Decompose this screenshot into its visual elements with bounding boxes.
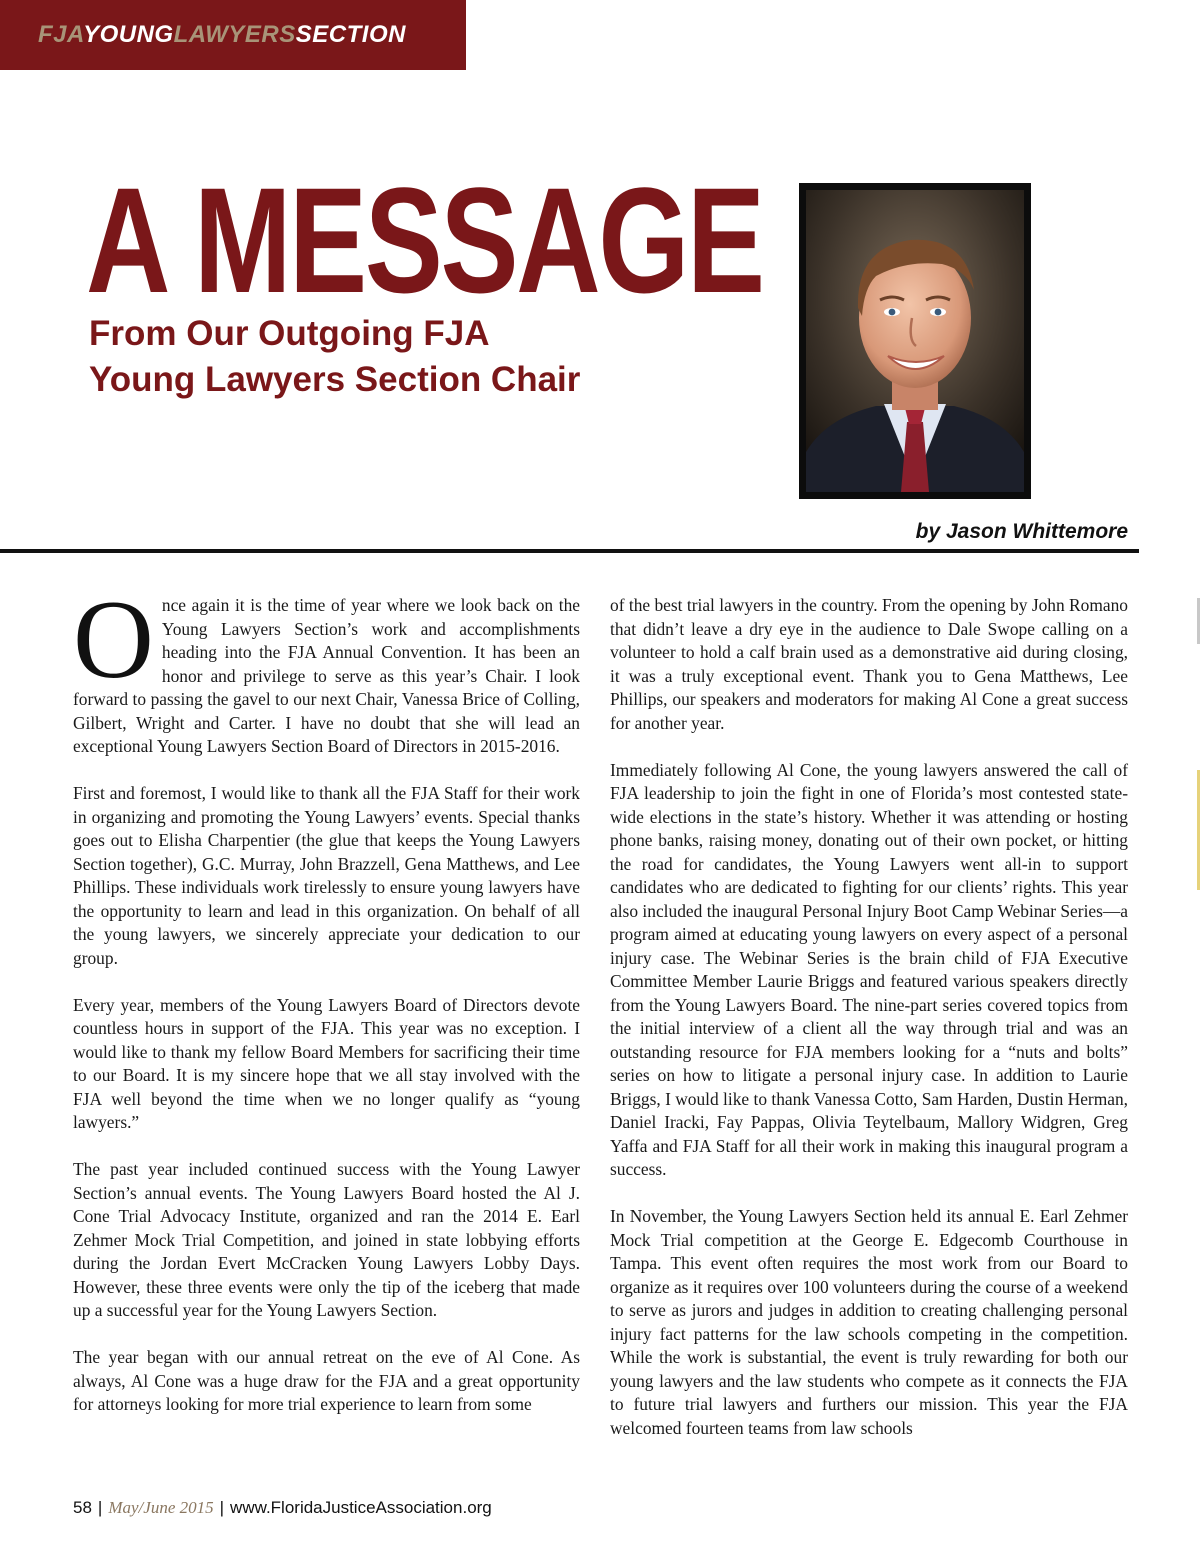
footer-separator: | xyxy=(97,1498,103,1517)
issue-date: May/June 2015 xyxy=(108,1498,214,1517)
article-paragraph: First and foremost, I would like to thank all the FJA Staff for their work in organizing and promoting the Young Lawyers’ events. Special thanks goes out to Elisha Charpentier (the glue that keeps the Young Lawyers Section together), G.C. Murray, John Brazzell, Gena Matthews, and Lee Phillips. These individuals work tirelessly to ensure young lawyers have the opportunity to learn and lead in this organization. On behalf of all the young lawyers, we sincerely appreciate your dedication to our group. xyxy=(73,783,580,968)
article-paragraph: In November, the Young Lawyers Section held its annual E. Earl Zehmer Mock Trial competition at the George E. Edgecomb Courthouse in Tampa. This event often requires the most work from our Board to organize as it requires over 100 volunteers during the course of a weekend to serve as jurors and judges in addition to creating challenging personal injury fact patterns for the law schools competing in the competition. While the work is substantial, the event is truly rewarding for both our young lawyers and the law students who compete as it connects the FJA to future trial lawyers and furthers our mission. This year the FJA welcomed fourteen teams from law schools xyxy=(610,1206,1128,1438)
website-link[interactable]: www.FloridaJusticeAssociation.org xyxy=(230,1498,492,1517)
article-paragraph xyxy=(73,578,580,759)
article-paragraph: The year began with our annual retreat on the eve of Al Cone. As always, Al Cone was a huge draw for the FJA and a great opportunity for attorneys looking for more trial experience to learn from some xyxy=(73,1347,580,1414)
article-right-column xyxy=(610,594,1128,1464)
banner-word-young: YOUNG xyxy=(83,21,174,48)
page-footer xyxy=(73,1497,492,1519)
byline: by Jason Whittemore xyxy=(915,520,1128,543)
banner-word-section: SECTION xyxy=(295,21,406,48)
subhead-line-1: From Our Outgoing FJA xyxy=(89,314,490,353)
footer-separator: | xyxy=(219,1498,225,1517)
headline: A MESSAGE xyxy=(86,156,763,324)
article-paragraph: Immediately following Al Cone, the young lawyers answered the call of FJA leadership to join the fight in one of Florida’s most contested state-wide elections in the state’s history. Whether it was attending or hosting phone banks, raising money, donating out of their own pocket, or hitting the road for candidates, the Young Lawyers went all-in to support candidates who are dedicated to fighting for our clients’ rights. This year also included the inaugural Personal Injury Boot Camp Webinar Series—a program aimed at educating young lawyers on every aspect of a personal injury case. The Webinar Series is the brain child of FJA Executive Committee Member Laurie Briggs and featured various speakers directly from the Young Lawyers Board. The nine-part series covered topics from the initial interview of a client all the way through trial and was an outstanding resource for FJA members looking for a “nuts and bolts” series on how to litigate a personal injury case. In addition to Laurie Briggs, I would like to thank Vanessa Cotto, Sam Harden, Dustin Herman, Daniel Iracki, Fay Pappas, Olivia Teytelbaum, Mallory Widgren, Greg Yaffa and FJA Staff for all their work in making this inaugural program a success. xyxy=(610,759,1128,1179)
section-banner xyxy=(0,0,466,70)
banner-word-lawyers: LAWYERS xyxy=(173,21,296,48)
header-divider xyxy=(0,549,1139,553)
drop-cap: O xyxy=(73,578,154,702)
banner-word-fja: FJA xyxy=(38,21,84,48)
author-portrait-icon xyxy=(806,190,1024,492)
article-left-column xyxy=(73,578,580,1440)
article-paragraph: The past year included continued success with the Young Lawyer Section’s annual events. The Young Lawyers Board hosted the Al J. Cone Trial Advocacy Institute, organized and ran the 2014 E. Earl Zehmer Mock Trial Competition, and joined in state lobbying efforts during the Jordan Evert McCracken Young Lawyers Lobby Days. However, these three events were only the tip of the iceberg that made up a successful year for the Young Lawyers Section. xyxy=(73,1159,580,1320)
paragraph-text: nce again it is the time of year where we look back on the Young Lawyers Section’s work and accomplishments heading into the FJA Annual Convention. It has been an honor and privilege to serve as this year’s Chair. I look forward to passing the gavel to our next Chair, Vanessa Brice of Colling, Gilbert, Wright and Carter. I have no doubt that she will lead an exceptional Young Lawyers Section Board of Directors in 2015-2016. xyxy=(73,595,580,756)
page-number: 58 xyxy=(73,1498,92,1517)
article-paragraph: Every year, members of the Young Lawyers Board of Directors devote countless hours in support of the FJA. This year was no exception. I would like to thank my fellow Board Members for sacrificing their time to our Board. It is my sincere hope that we all stay involved with the FJA well beyond the time when we no longer qualify as “young lawyers.” xyxy=(73,994,580,1132)
subhead xyxy=(89,311,580,403)
section-banner-title xyxy=(38,20,406,50)
author-photo xyxy=(799,183,1031,499)
article-paragraph: of the best trial lawyers in the country. From the opening by John Romano that didn’t leave a dry eye in the audience to Dale Swope calling on a volunteer to hold a calf brain used as a demonstrative aid during closing, it was a truly exceptional event. Thank you to Gena Matthews, Lee Phillips, our speakers and moderators for making Al Cone a great success for another year. xyxy=(610,595,1128,733)
subhead-line-2: Young Lawyers Section Chair xyxy=(89,360,581,399)
